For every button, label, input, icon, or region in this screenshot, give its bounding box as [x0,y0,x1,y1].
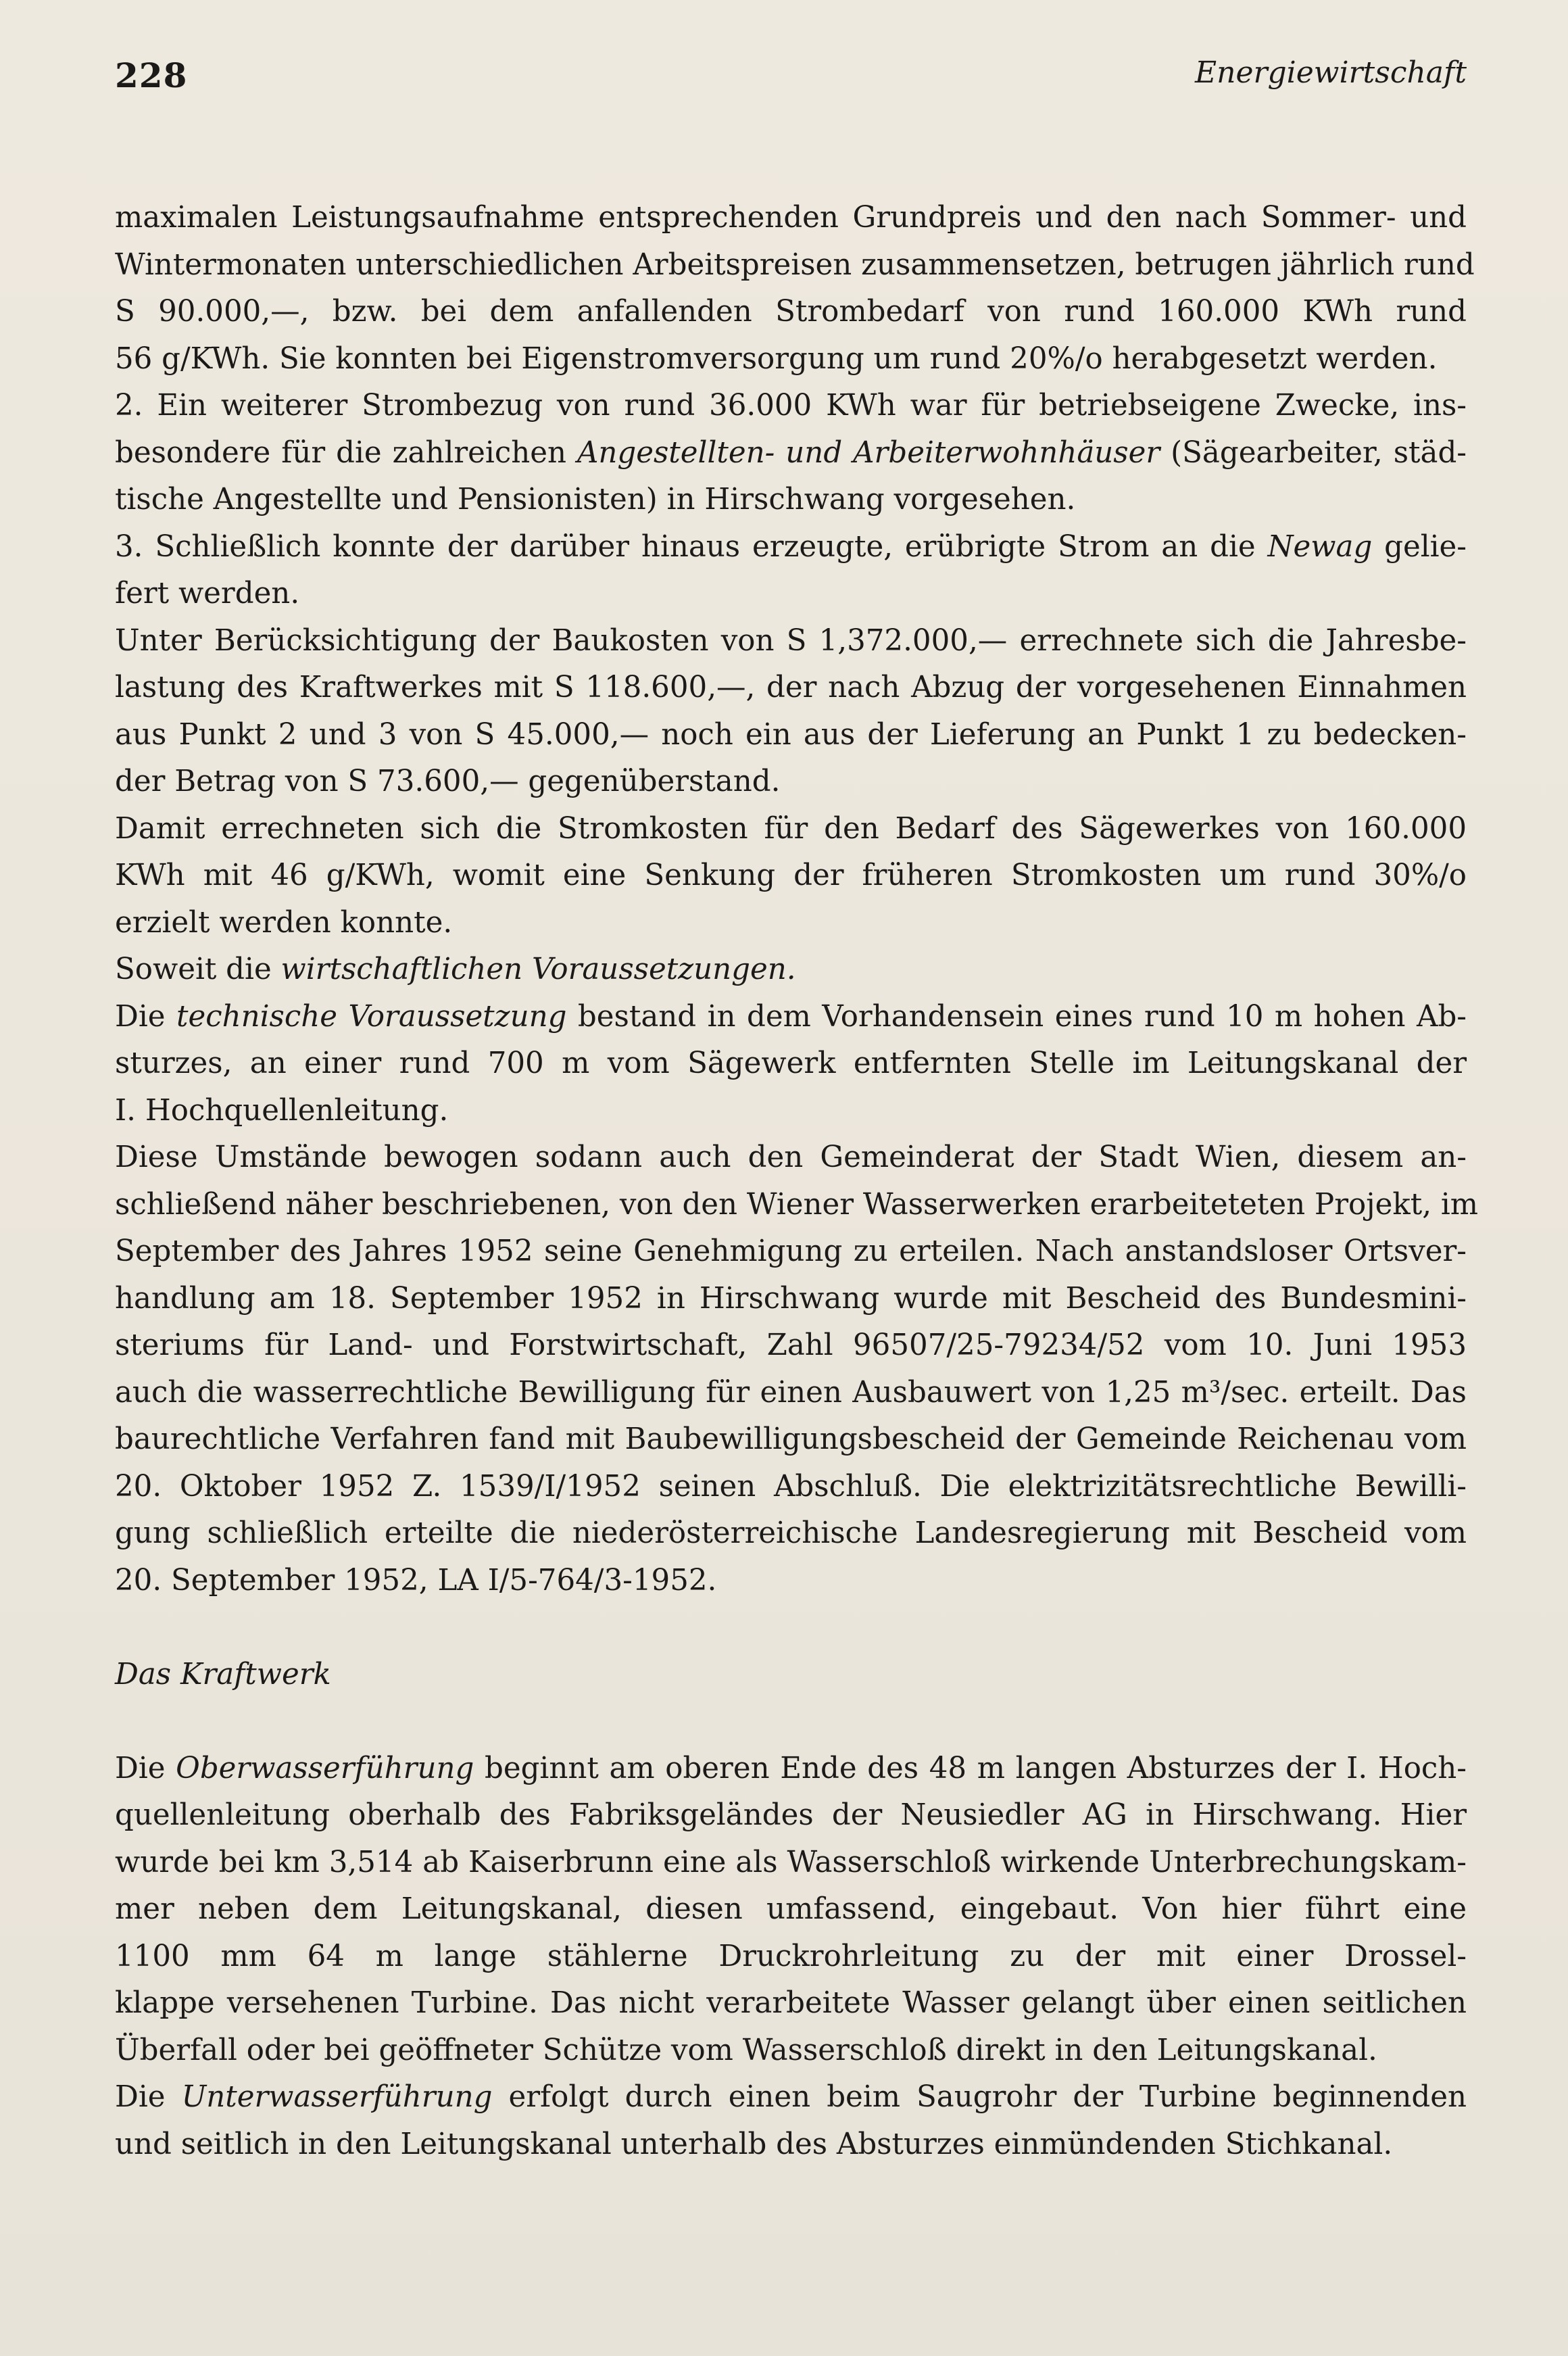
text-run: steriums für Land- und Forstwirtschaft, Zahl 96507/25-79234/52 vom 10. Juni 1953 [115,1328,1467,1362]
text-run: erzielt werden konnte. [115,905,453,940]
text-run: I. Hochquellenleitung. [115,1093,449,1128]
text-line [115,2121,1467,2169]
text-line [115,1886,1467,1933]
text-line [115,2074,1467,2121]
text-run: tische Angestellte und Pensionisten) in Hirschwang vorgesehen. [115,483,1076,516]
text-line [115,1088,1467,1135]
blank-line [115,1698,1467,1746]
text-run: Die [115,2080,182,2114]
body-text [115,195,1479,2168]
text-run: 56 g/KWh. Sie konnten bei Eigenstromversorgung um rund 20%/o herabgesetzt werden. [115,341,1438,376]
text-run: 2. Ein weiterer Strombezug von rund 36.000 KWh war für betriebseigene Zwecke, ins- [115,389,1467,423]
text-run: lastung des Kraftwerkes mit S 118.600,—, der nach Abzug der vorgesehenen Einnahmen [115,671,1467,704]
text-run: 20. September 1952, LA I/5-764/3-1952. [115,1563,717,1597]
text-line [115,1134,1467,1182]
text-line [115,712,1467,759]
text-line [115,524,1467,571]
text-line [115,1840,1467,1887]
text-line [115,1746,1467,1793]
text-line [115,195,1467,242]
text-line [115,946,1467,994]
text-run: September des Jahres 1952 seine Genehmigung zu erteilen. Nach anstandsloser Ortsver- [115,1234,1467,1268]
text-run: erfolgt durch einen beim Saugrohr der Turbine beginnenden [492,2080,1467,2114]
text-run: (Sägearbeiter, städ- [1160,435,1467,470]
text-run: sturzes, an einer rund 700 m vom Sägewerk entfernten Stelle im Leitungskanal der [115,1047,1467,1080]
italic-text: Newag [1267,529,1373,564]
text-line [115,1228,1467,1276]
text-line [115,1040,1467,1088]
italic-text: Unterwasserführung [181,2080,493,2114]
text-run: klappe versehenen Turbine. Das nicht verarbeitete Wasser gelangt über einen seitlichen [115,1986,1467,2020]
text-run: 20. Oktober 1952 Z. 1539/I/1952 seinen Abschluß. Die elektrizitätsrechtliche Bewilli- [115,1469,1467,1504]
text-run: besondere für die zahlreichen [115,435,577,470]
text-run: handlung am 18. September 1952 in Hirschwang wurde mit Bescheid des Bundesmini- [115,1281,1467,1316]
text-run: 3. Schließlich konnte der darüber hinaus erzeugte, erübrigte Strom an die [115,529,1268,564]
text-run: Überfall oder bei geöffneter Schütze vom Wasserschloß direkt in den Leitungskanal. [115,2033,1377,2067]
text-run: Die [115,1751,176,1785]
text-run: Die [115,999,176,1034]
text-run: wurde bei km 3,514 ab Kaiserbrunn eine als Wasserschloß wirkende Unterbrechungskam- [115,1845,1467,1879]
text-run: der Betrag von S 73.600,— gegenüberstand. [115,765,781,798]
text-run: auch die wasserrechtliche Bewilligung für einen Ausbauwert von 1,25 m³/sec. erteilt. Das [115,1375,1467,1410]
page-header [115,55,1467,103]
text-run: mer neben dem Leitungskanal, diesen umfassend, eingebaut. Von hier führt eine [115,1892,1467,1926]
text-line [115,2027,1467,2075]
text-run: aus Punkt 2 und 3 von S 45.000,— noch ein aus der Lieferung an Punkt 1 zu bedecken- [115,717,1467,752]
text-run: beginnt am oberen Ende des 48 m langen Absturzes der I. Hoch- [474,1751,1467,1785]
text-run: gung schließlich erteilte die niederösterreichische Landesregierung mit Bescheid vom [115,1516,1467,1550]
text-line [115,1792,1467,1840]
text-run: Damit errechneten sich die Stromkosten für den Bedarf des Sägewerkes von 160.000 [115,811,1467,846]
text-line [115,430,1467,477]
text-run: schließend näher beschriebenen, von den Wiener Wasserwerken erarbeiteteten Projekt, im [115,1187,1479,1222]
text-line [115,1370,1467,1417]
italic-text: Angestellten- und Arbeiterwohnhäuser [577,435,1160,470]
text-run: maximalen Leistungsaufnahme entsprechenden Grundpreis und den nach Sommer- und [115,201,1467,235]
text-run: S 90.000,—, bzw. bei dem anfallenden Strombedarf von rund 160.000 KWh rund [115,295,1467,329]
text-run: fert werden. [115,577,300,610]
text-line [115,336,1467,383]
italic-text: Oberwasserführung [176,1751,474,1785]
text-line [115,1416,1467,1464]
text-run: Wintermonaten unterschiedlichen Arbeitspreisen zusammensetzen, betrugen jährlich rund [115,247,1475,282]
text-line [115,1464,1467,1511]
text-run: und seitlich in den Leitungskanal unterhalb des Absturzes einmündenden Stichkanal. [115,2127,1393,2161]
text-line [115,383,1467,430]
text-run: quellenleitung oberhalb des Fabriksgeländes der Neusiedler AG in Hirschwang. Hier [115,1798,1467,1832]
text-line [115,477,1467,524]
text-run: gelie- [1372,529,1467,564]
text-run: Diese Umstände bewogen sodann auch den Gemeinderat der Stadt Wien, diesem an- [115,1140,1467,1174]
text-line [115,994,1467,1041]
text-line [115,242,1475,289]
text-line [115,571,1467,618]
text-line [115,852,1467,900]
text-run: KWh mit 46 g/KWh, womit eine Senkung der früheren Stromkosten um rund 30%/o [115,859,1467,892]
text-run: Soweit die [115,953,281,986]
text-line [115,900,1467,947]
text-line [115,618,1467,665]
text-line [115,1933,1467,1981]
text-run: Unter Berücksichtigung der Baukosten von S 1,372.000,— errechnete sich die Jahresbe- [115,623,1467,658]
text-line [115,665,1467,712]
text-run: bestand in dem Vorhandensein eines rund 10 m hohen Ab- [566,999,1467,1034]
page-number: 228 [115,55,188,95]
text-line [115,759,1467,806]
text-run: baurechtliche Verfahren fand mit Baubewilligungsbescheid der Gemeinde Reichenau vom [115,1422,1467,1456]
text-line [115,1276,1467,1323]
text-line [115,1510,1467,1558]
text-line [115,1980,1467,2027]
blank-line [115,1604,1467,1652]
text-line [115,1322,1467,1370]
text-line [115,806,1467,853]
text-run: Das Kraftwerk [115,1657,331,1691]
italic-text: technische Voraussetzung [176,999,567,1034]
text-line [115,1558,1467,1605]
text-run: 1100 mm 64 m lange stählerne Druckrohrleitung zu der mit einer Drossel- [115,1939,1467,1973]
italic-text: wirtschaftlichen Voraussetzungen. [280,953,796,986]
running-title: Energiewirtschaft [1194,55,1467,90]
text-line [115,1182,1479,1229]
section-heading [115,1652,1467,1699]
text-line [115,289,1467,336]
